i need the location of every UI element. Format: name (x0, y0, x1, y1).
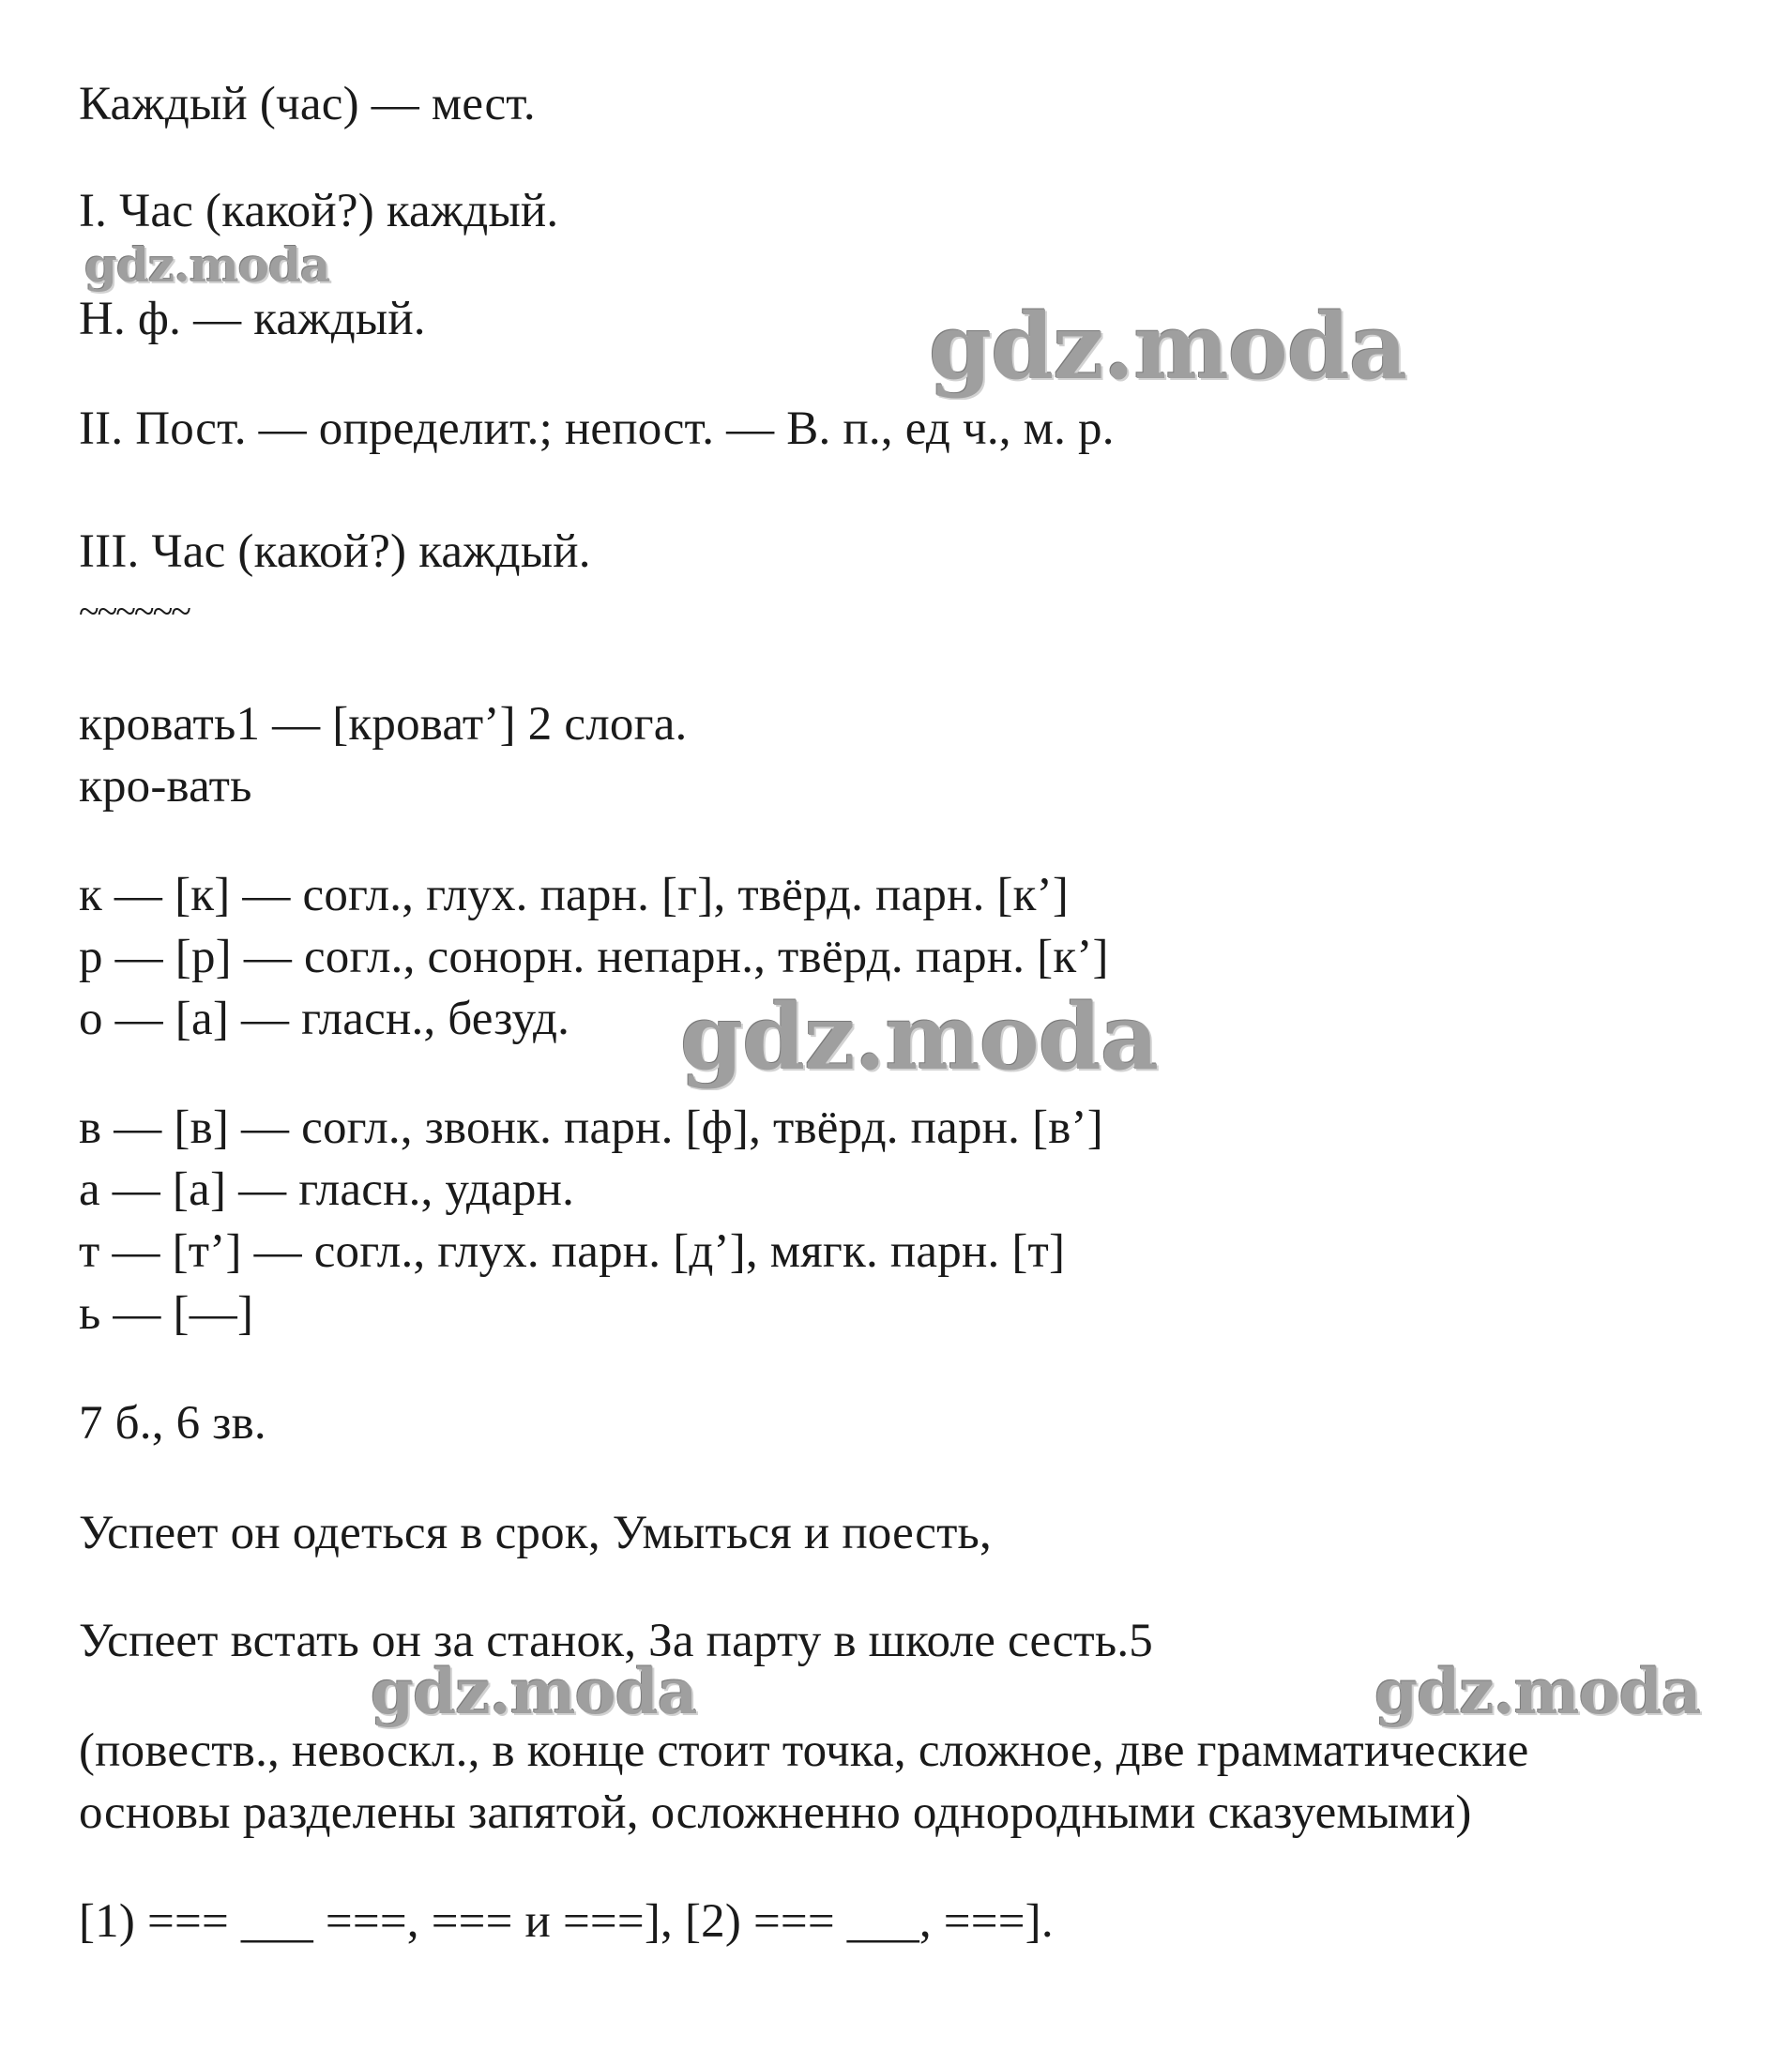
text-line-sound-t: т — [т’] — согл., глух. парн. [д’], мягк. парн. [т] (79, 1225, 1066, 1278)
text-line-letter-sound-count: 7 б., 6 зв. (79, 1397, 266, 1450)
text-line-sentence-scheme: [1) === ___ ===, === и ===], [2) === ___, ===]. (79, 1895, 1054, 1948)
watermark-logo: gdz.moda (371, 1655, 697, 1728)
text-line-poem-1: Успеет он одеться в срок, Умыться и поесть, (79, 1507, 992, 1559)
text-line-word-transcription: кровать1 — [кроват’] 2 слога. (79, 698, 688, 751)
text-line-sound-a: а — [а] — гласн., ударн. (79, 1163, 575, 1216)
text-line-part-2: II. Пост. — определит.; непост. — В. п., ед ч., м. р. (79, 403, 1115, 455)
text-line-sound-v: в — [в] — согл., звонк. парн. [ф], твёрд. парн. [в’] (79, 1101, 1103, 1154)
text-line-sound-o: о — [а] — гласн., безуд. (79, 993, 570, 1045)
wavy-underline-mark: ~~~~~~ (79, 590, 190, 632)
text-line-sound-r: р — [р] — согл., сонорн. непарн., твёрд. парн. [к’] (79, 931, 1109, 983)
watermark-logo: gdz.moda (1374, 1655, 1701, 1728)
watermark-logo: gdz.moda (929, 294, 1407, 400)
text-line-analysis-2: основы разделены запятой, осложненно однородными сказуемыми) (79, 1786, 1472, 1839)
watermark-logo: gdz.moda (680, 984, 1159, 1090)
text-line-initial-form: Н. ф. — каждый. (79, 293, 426, 345)
text-line-part-1: I. Час (какой?) каждый. (79, 185, 559, 237)
text-line-poem-2: Успеет встать он за станок, За парту в школе сесть.5 (79, 1615, 1154, 1667)
text-line-analysis-1: (повеств., невоскл., в конце стоит точка, сложное, две грамматические (79, 1724, 1529, 1777)
text-line-part-3: III. Час (какой?) каждый. (79, 525, 591, 578)
watermark-logo: gdz.moda (84, 237, 330, 293)
text-line-syllables: кро-вать (79, 760, 252, 813)
text-line-soft-sign: ь — [—] (79, 1287, 254, 1340)
text-line-pronoun-definition: Каждый (час) — мест. (79, 78, 536, 130)
text-line-sound-k: к — [к] — согл., глух. парн. [г], твёрд. парн. [к’] (79, 869, 1070, 921)
